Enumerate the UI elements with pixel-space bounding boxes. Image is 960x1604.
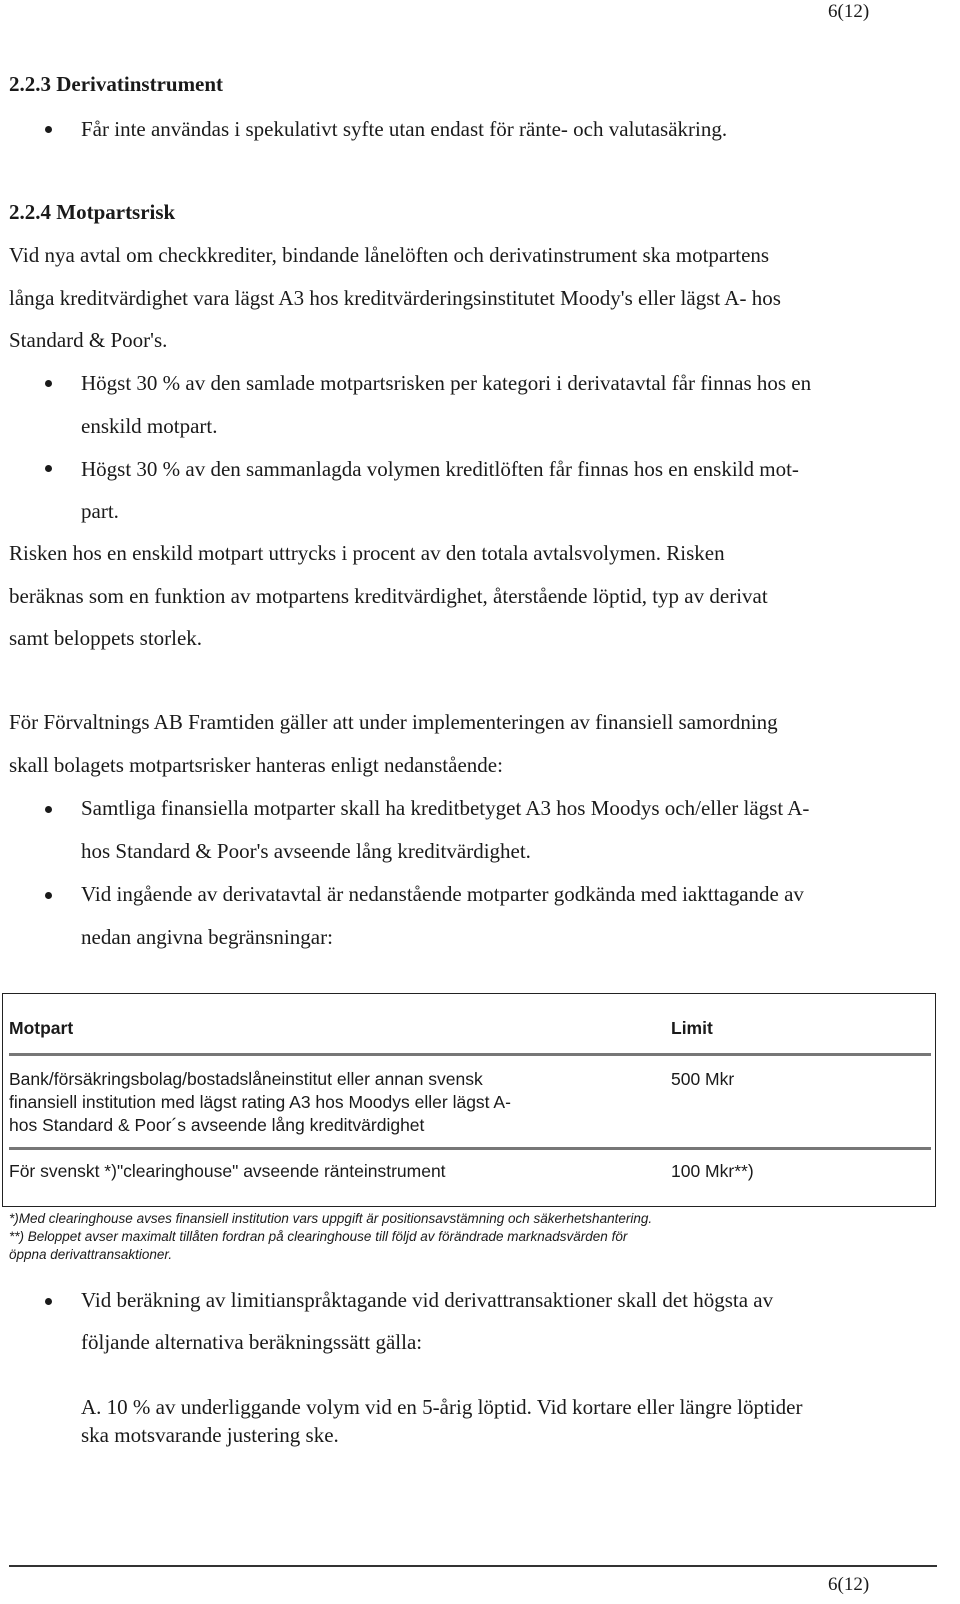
table-cell-limit: 100 Mkr**) <box>671 1161 754 1181</box>
paragraph-line: långa kreditvärdighet vara lägst A3 hos kreditvärderingsinstitutet Moody's eller lägst A- hos <box>9 286 781 310</box>
bullet-icon <box>45 465 52 472</box>
bullet-text: Högst 30 % av den sammanlagda volymen kreditlöften får finnas hos en enskild mot- <box>81 457 799 481</box>
counterparty-table <box>2 993 936 1207</box>
footer-rule <box>9 1565 937 1567</box>
bullet-icon <box>45 806 52 813</box>
bullet-text: Högst 30 % av den samlade motpartsrisken per kategori i derivatavtal får finnas hos en <box>81 371 812 395</box>
footnote: **) Beloppet avser maximalt tillåten fordran på clearinghouse till följd av förändrade marknadsvärden för <box>9 1229 628 1244</box>
paragraph-line: Vid nya avtal om checkkrediter, bindande lånelöften och derivatinstrument ska motpartens <box>9 243 770 267</box>
table-cell-limit: 500 Mkr <box>671 1069 735 1089</box>
footnote: öppna derivattransaktioner. <box>9 1247 173 1262</box>
alternative-a <box>81 1393 803 1449</box>
table-cell-motpart: Bank/försäkringsbolag/bostadslåneinstitut eller annan svensk <box>9 1069 483 1089</box>
table-cell-motpart: finansiell institution med lägst rating A3 hos Moodys eller lägst A- <box>9 1092 511 1112</box>
page-number-bottom: 6(12) <box>828 1574 870 1595</box>
paragraph-line: Risken hos en enskild motpart uttrycks i procent av den totala avtalsvolymen. Risken <box>9 541 725 565</box>
table-divider <box>9 1147 931 1150</box>
table-cell-motpart: För svenskt *)"clearinghouse" avseende ränteinstrument <box>9 1161 446 1181</box>
paragraph-line: samt beloppets storlek. <box>9 626 203 650</box>
table-divider <box>9 1053 931 1056</box>
bullet-icon <box>45 1298 52 1305</box>
table-header-limit: Limit <box>671 1018 713 1038</box>
bullet-icon <box>45 126 52 133</box>
paragraph-line: För Förvaltnings AB Framtiden gäller att under implementeringen av finansiell samordning <box>9 710 778 734</box>
bullet-text: Samtliga finansiella motparter skall ha kreditbetyget A3 hos Moodys och/eller lägst A- <box>81 796 810 820</box>
page-number-top: 6(12) <box>828 1 870 22</box>
paragraph-line: skall bolagets motpartsrisker hanteras enligt nedanstående: <box>9 753 503 777</box>
table-header-motpart: Motpart <box>9 1018 74 1038</box>
bullet-text: Vid beräkning av limitianspråktagande vid derivattransaktioner skall det högsta av <box>81 1288 774 1312</box>
alternative-a-line: ska motsvarande justering ske. <box>81 1423 339 1447</box>
bullet-text: hos Standard & Poor's avseende lång kreditvärdighet. <box>81 839 531 863</box>
bullet-icon <box>45 892 52 899</box>
bullet-text: Vid ingående av derivatavtal är nedanstående motparter godkända med iakttagande av <box>81 882 804 906</box>
table-cell-motpart: hos Standard & Poor´s avseende lång kreditvärdighet <box>9 1115 425 1135</box>
bullet-text: Får inte användas i spekulativt syfte utan endast för ränte- och valutasäkring. <box>81 117 728 141</box>
bullet-text: part. <box>81 499 119 523</box>
table-row <box>9 1068 511 1137</box>
bullet-text: nedan angivna begränsningar: <box>81 925 333 949</box>
section-heading-223: 2.2.3 Derivatinstrument <box>9 72 224 96</box>
alternative-a-line: A. 10 % av underliggande volym vid en 5-årig löptid. Vid kortare eller längre löptider <box>81 1395 803 1419</box>
paragraph-line: Standard & Poor's. <box>9 328 168 352</box>
bullet-text: följande alternativa beräkningssätt gälla: <box>81 1330 423 1354</box>
paragraph-line: beräknas som en funktion av motpartens kreditvärdighet, återstående löptid, typ av derivat <box>9 584 768 608</box>
bullet-icon <box>45 380 52 387</box>
section-heading-224: 2.2.4 Motpartsrisk <box>9 200 176 224</box>
bullet-text: enskild motpart. <box>81 414 218 438</box>
footnote: *)Med clearinghouse avses finansiell institution vars uppgift är positionsavstämning och säkerhetshantering. <box>9 1211 653 1226</box>
